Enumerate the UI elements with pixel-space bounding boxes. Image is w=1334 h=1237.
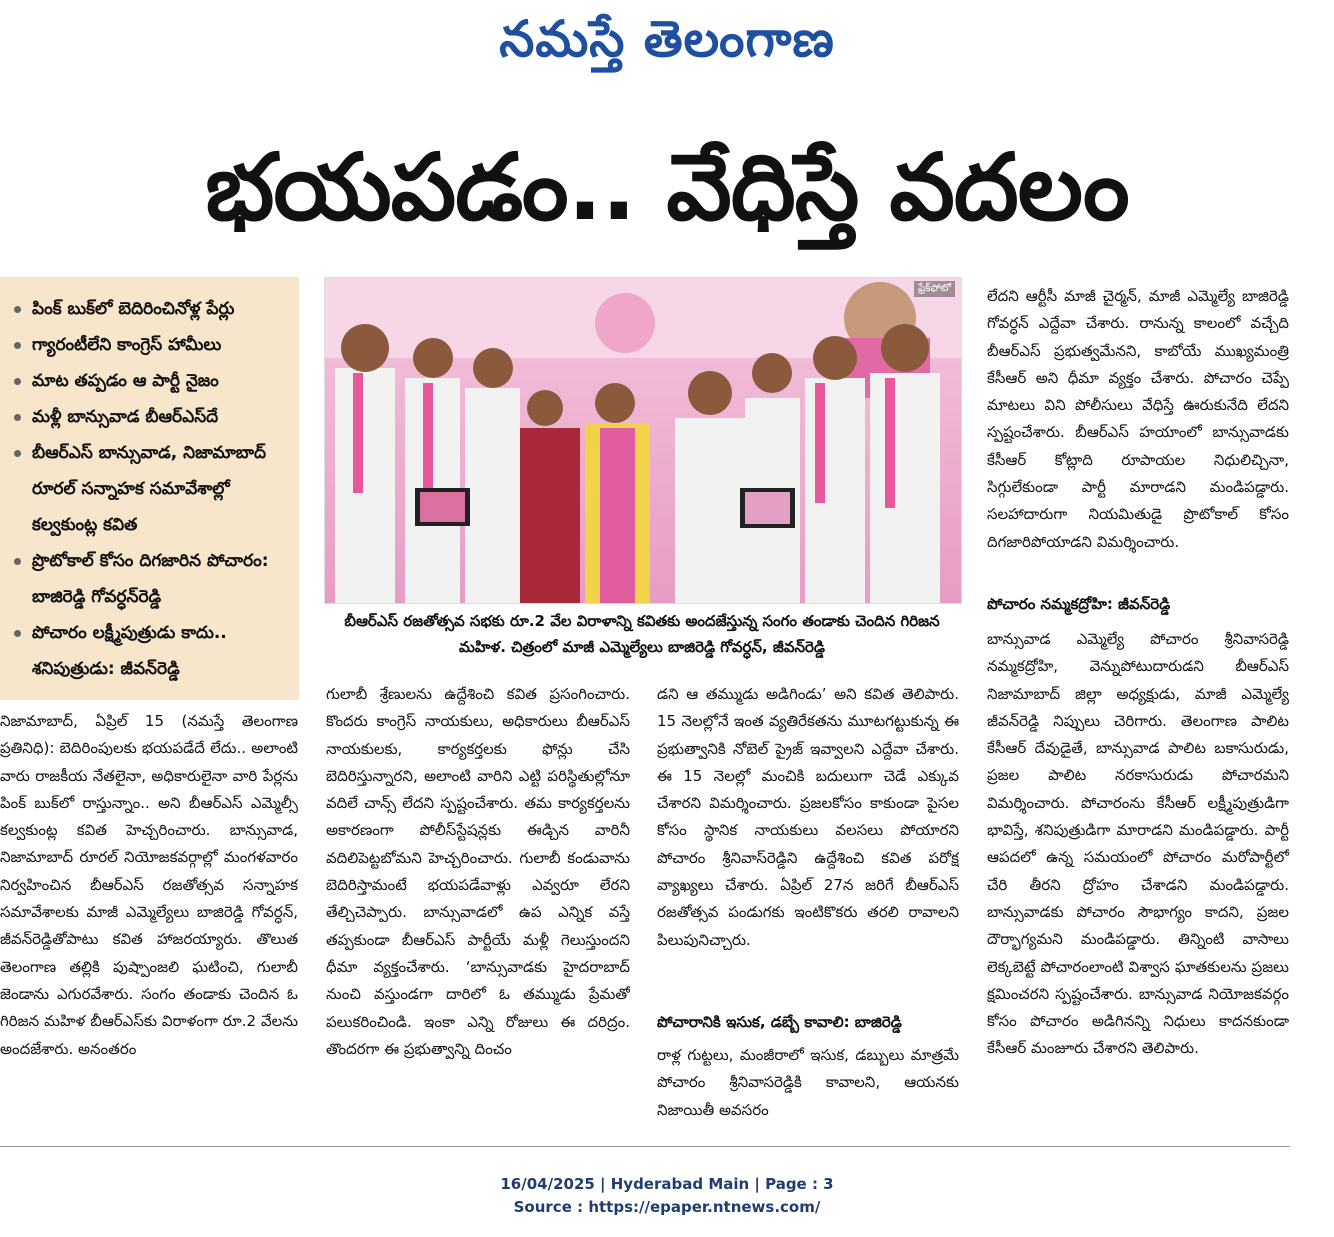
sub-heading-jeevanreddy: పోచారం నమ్మకద్రోహి: జీవన్‌రెడ్డి <box>987 595 1171 613</box>
article-column-2 <box>326 681 630 1128</box>
article-column-4b <box>987 626 1289 1128</box>
highlights-box <box>0 277 299 700</box>
article-column-1 <box>0 708 298 1128</box>
headline: భయపడం.. వేధిస్తే వదలం <box>205 134 1129 241</box>
footer-source: Source : https://epaper.ntnews.com/ <box>513 1198 821 1216</box>
bullet-icon <box>14 306 21 313</box>
column-text: లేదని ఆర్టీసీ మాజీ చైర్మన్, మాజీ ఎమ్మెల్యే బాజిరెడ్డి గోవర్ధన్ ఎద్దేవా చేశారు. రానున్న కాలంలో వచ్చేది బీఆర్‌ఎస్ ప్రభుత్వమేనని, కాబోయే ముఖ్యమంత్రి కేసీఆర్ అని ధీమా వ్యక్తం చేశారు. పోచారం చెప్పే మాటలు విని పోలీసులు వేధిస్తే ఊరుకునేది లేదని స్పష్టంచేశారు. బీఆర్‌ఎస్ హయాంలో బాన్సువాడకు కేసీఆర్ కోట్లాది రూపాయల నిధులిచ్చినా, సిగ్గులేకుండా పార్టీ మారాడని మండిపడ్డారు. సలహాదారుగా నియమితుడై ప్రొటోకాల్ కోసం దిగజారిపోయాడని విమర్శించారు. <box>987 287 1289 551</box>
highlights-list <box>14 291 289 687</box>
highlight-item: మాట తప్పడం ఆ పార్టీ నైజం <box>14 363 289 399</box>
highlight-item: పింక్ బుక్‌లో బెదిరించినోళ్ల పేర్లు <box>14 291 289 327</box>
highlight-item: బీఆర్‌ఎస్ బాన్సువాడ, నిజామాబాద్ రూరల్ సన్నాహక సమావేశాల్లో కల్వకుంట్ల కవిత <box>14 435 289 543</box>
photo-credit: ఫ్రేక్‌ఫోటో <box>914 281 955 297</box>
bullet-icon <box>14 414 21 421</box>
masthead-logo: నమస్తే తెలంగాణ <box>499 9 835 68</box>
highlight-item: మళ్లీ బాన్సువాడ బీఆర్‌ఎస్‌దే <box>14 399 289 435</box>
column-text: నిజామాబాద్, ఏప్రిల్ 15 (నమస్తే తెలంగాణ ప్రతినిధి): బెదిరింపులకు భయపడేదే లేదు.. అలాంటి వారు రాజకీయ నేతలైనా, అధికారులైనా వారి పేర్లను పింక్ బుక్‌లో రాస్తున్నాం.. అని బీఆర్‌ఎస్ ఎమ్మెల్సీ కల్వకుంట్ల కవిత హెచ్చరించారు. బాన్సువాడ, నిజామాబాద్ రూరల్ నియోజకవర్గాల్లో మంగళవారం నిర్వహించిన బీఆర్‌ఎస్ రజతోత్సవ సన్నాహక సమావేశాలకు మాజీ ఎమ్మెల్యేలు బాజిరెడ్డి గోవర్ధన్, జీవన్‌రెడ్డితోపాటు కవిత హాజరయ్యారు. తొలుత తెలంగాణ తల్లికి పుష్పాంజలి ఘటించి, గులాబీ జెండాను ఎగురవేశారు. సంగం తండాకు చెందిన ఓ గిరిజన మహిళ బీఆర్‌ఎస్‌కు విరాళంగా రూ.2 వేలను అందజేశారు. అనంతరం <box>0 712 298 1058</box>
column-text: రాళ్ల గుట్టలు, మంజీరాలో ఇసుక, డబ్బులు మాత్రమే పోచారం శ్రీనివాసరెడ్డికి కావాలని, ఆయనకు నిజాయితీ అవసరం <box>657 1046 959 1119</box>
highlight-item: ప్రొటోకాల్ కోసం దిగజారిన పోచారం: బాజిరెడ్డి గోవర్ధన్‌రెడ్డి <box>14 543 289 615</box>
event-photo-illustration <box>325 278 961 603</box>
article-column-3b <box>657 1042 959 1128</box>
highlight-item: గ్యారంటీలేని కాంగ్రెస్ హామీలు <box>14 327 289 363</box>
news-photo <box>324 277 962 604</box>
bullet-icon <box>14 342 21 349</box>
footer-date-edition: 16/04/2025 | Hyderabad Main | Page : 3 <box>500 1175 834 1193</box>
bullet-icon <box>14 558 21 565</box>
article-column-4a <box>987 283 1289 573</box>
column-text: డని ఆ తమ్ముడు అడిగిండు’ అని కవిత తెలిపారు. 15 నెలల్లోనే ఇంత వ్యతిరేకతను మూటగట్టుకున్న ఈ ప్రభుత్వానికి నోబెల్ ప్రైజ్ ఇవ్వాలని ఎద్దేవా చేశారు. ఈ 15 నెలల్లో మంచికి బదులుగా చెడే ఎక్కువ చేశారని విమర్శించారు. ప్రజలకోసం కాకుండా పైసల కోసం స్థానిక నాయకులు వలసలు పోయారని పోచారం శ్రీనివాస్‌రెడ్డిని ఉద్దేశించి కవిత పరోక్ష వ్యాఖ్యలు చేశారు. ఏప్రిల్ 27న జరిగే బీఆర్‌ఎస్ రజతోత్సవ పండుగకు ఇంటికొకరు తరలి రావాలని పిలుపునిచ్చారు. <box>657 685 959 949</box>
highlight-item: పోచారం లక్ష్మీపుత్రుడు కాదు.. శనిపుత్రుడు: జీవన్‌రెడ్డి <box>14 615 289 687</box>
article-column-3 <box>657 681 959 981</box>
footer-divider <box>0 1146 1290 1147</box>
photo-caption: బీఆర్‌ఎస్ రజతోత్సవ సభకు రూ.2 వేల విరాళాన్ని కవితకు అందజేస్తున్న సంగం తండాకు చెందిన గిరిజన మహిళ. చిత్రంలో మాజీ ఎమ్మెల్యేలు బాజిరెడ్డి గోవర్ధన్, జీవన్‌రెడ్డి <box>344 612 940 656</box>
sub-heading-bajireddy: పోచారానికి ఇసుక, డబ్బే కావాలి: బాజిరెడ్డి <box>657 1013 902 1031</box>
column-text: గులాబీ శ్రేణులను ఉద్దేశించి కవిత ప్రసంగించారు. కొందరు కాంగ్రెస్ నాయకులు, అధికారులు బీఆర్‌ఎస్ నాయకులకు, కార్యకర్తలకు ఫోన్లు చేసి బెదిరిస్తున్నారని, అలాంటి వారిని ఎట్టి పరిస్థితుల్లోనూ వదిలే చాన్స్ లేదని స్పష్టంచేశారు. తమ కార్యకర్తలను అకారణంగా పోలీస్‌స్టేషన్లకు ఈడ్చిన వారినీ వదిలిపెట్టబోమని హెచ్చరించారు. గులాబీ కండువాను బెదిరిస్తామంటే భయపడేవాళ్లు ఎవ్వరూ లేరని తేల్చిచెప్పారు. బాన్సువాడలో ఉప ఎన్నిక వస్తే తప్పకుండా బీఆర్‌ఎస్ పార్టీయే మళ్లీ గెలుస్తుందని ధీమా వ్యక్తంచేశారు. ‘బాన్సువాడకు హైదరాబాద్ నుంచి వస్తుండగా దారిలో ఓ తమ్ముడు ప్రేమతో పలుకరించిండి. ఇంకా ఎన్ని రోజులు ఈ దరిద్రం. తొందరగా ఈ ప్రభుత్వాన్ని దించం <box>326 685 630 1058</box>
bullet-icon <box>14 630 21 637</box>
column-text: బాన్సువాడ ఎమ్మెల్యే పోచారం శ్రీనివాసరెడ్డి నమ్మకద్రోహి, వెన్నుపోటుదారుడని బీఆర్‌ఎస్ నిజామాబాద్ జిల్లా అధ్యక్షుడు, మాజీ ఎమ్మెల్యే జీవన్‌రెడ్డి నిప్పులు చెరిగారు. తెలంగాణ పాలిట కేసీఆర్ దేవుడైతే, బాన్సువాడ పాలిట బకాసురుడు, ప్రజల పాలిట నరకాసురుడు పోచారమని విమర్శించారు. పోచారంను కేసీఆర్ లక్ష్మీపుత్రుడిగా భావిస్తే, శనిపుత్రుడిగా మారాడని మండిపడ్డారు. పార్టీ ఆపదలో ఉన్న సమయంలో పోచారం మరోపార్టీలో చేరి తీరని ద్రోహం చేశాడని మండిపడ్డారు. బాన్సువాడకు పోచారం సౌభాగ్యం కాదని, ప్రజల దౌర్భాగ్యమని మండిపడ్డారు. తిన్నింటి వాసాలు లెక్కబెట్టే పోచారంలాంటి విశ్వాస ఘాతకులను ప్రజలు క్షమించరని స్పష్టంచేశారు. బాన్సువాడ నియోజకవర్గం కోసం పోచారం అడిగినన్ని నిధులు కాదనకుండా కేసీఆర్ మంజూరు చేశారని తెలిపారు. <box>987 630 1289 1058</box>
bullet-icon <box>14 450 21 457</box>
bullet-icon <box>14 378 21 385</box>
